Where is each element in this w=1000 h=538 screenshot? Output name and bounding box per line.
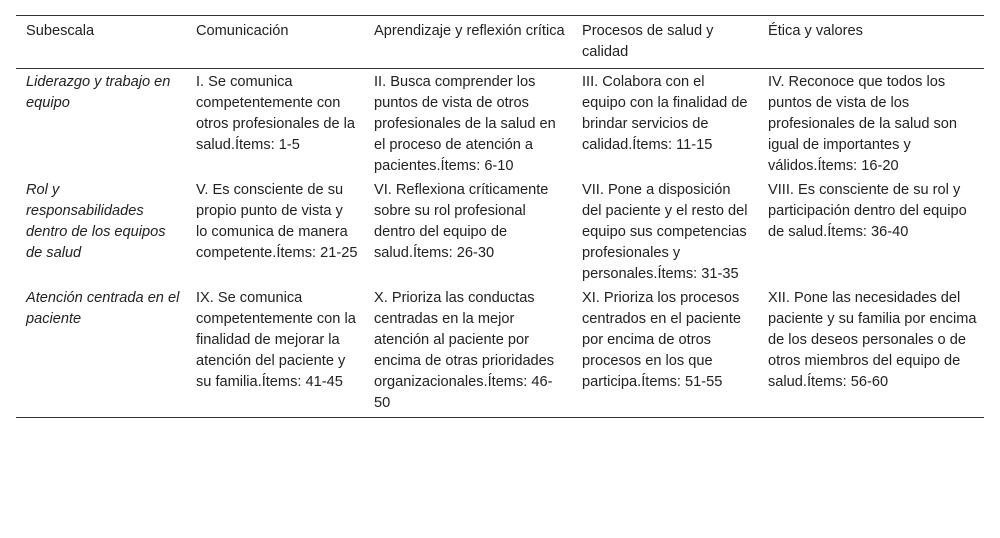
header-row: [16, 16, 984, 69]
row-label: Atención centrada en el paciente: [26, 290, 180, 327]
table-cell: II. Busca comprender los puntos de vista de otros profesionales de la salud en el proceso de atención a pacientes.Ítems: 6-10: [374, 74, 556, 174]
table-cell: V. Es consciente de su propio punto de vista y lo comunica de manera competente.Ítems: 21-25: [196, 182, 358, 261]
header-subescala: Subescala: [26, 23, 95, 39]
table-row: [16, 180, 984, 288]
competencies-table: [16, 15, 984, 418]
row-label: Liderazgo y trabajo en equipo: [26, 74, 171, 111]
table-cell: III. Colabora con el equipo con la finalidad de brindar servicios de calidad.Ítems: 11-15: [582, 74, 748, 153]
table-header: [16, 16, 984, 69]
table-cell: XI. Prioriza los procesos centrados en el paciente por encima de otros procesos en los que participa.Ítems: 51-55: [582, 290, 742, 390]
table-row: [16, 288, 984, 418]
header-aprendizaje: Aprendizaje y reflexión crítica: [374, 23, 565, 39]
table-cell: IV. Reconoce que todos los puntos de vista de los profesionales de la salud son igual de importantes y válidos.Ítems: 16-20: [768, 74, 958, 174]
header-procesos: Procesos de salud y calidad: [582, 23, 714, 60]
table-cell: VII. Pone a disposición del paciente y el resto del equipo sus competencias profesionales y personales.Ítems: 31-35: [582, 182, 748, 282]
table-cell: XII. Pone las necesidades del paciente y su familia por encima de los deseos personales o de otros miembros del equipo de salud.Ítems: 56-60: [768, 290, 977, 390]
header-comunicacion: Comunicación: [196, 23, 289, 39]
table-cell: X. Prioriza las conductas centradas en la mejor atención al paciente por encima de otras prioridades organizacionales.Ítems: 46-50: [374, 290, 555, 411]
table-cell: VI. Reflexiona críticamente sobre su rol profesional dentro del equipo de salud.Ítems: 26-30: [374, 182, 549, 261]
table-row: [16, 69, 984, 181]
header-etica: Ética y valores: [768, 23, 863, 39]
row-label: Rol y responsabilidades dentro de los equipos de salud: [26, 182, 166, 261]
table-cell: IX. Se comunica competentemente con la finalidad de mejorar la atención del paciente y su familia.Ítems: 41-45: [196, 290, 356, 390]
table-body: [16, 69, 984, 418]
table-cell: I. Se comunica competentemente con otros profesionales de la salud.Ítems: 1-5: [196, 74, 356, 153]
table-cell: VIII. Es consciente de su rol y participación dentro del equipo de salud.Ítems: 36-40: [768, 182, 967, 240]
